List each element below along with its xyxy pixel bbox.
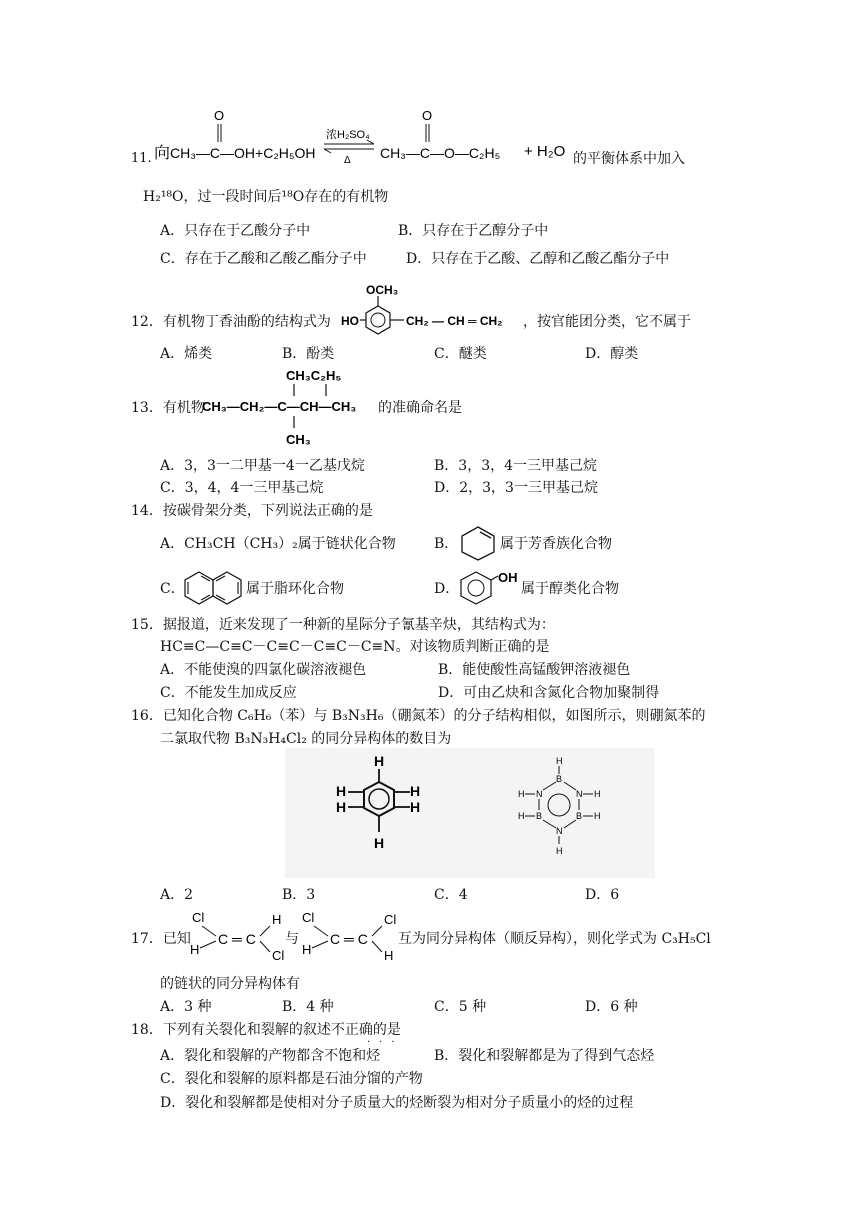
option-c-label: C． xyxy=(160,581,185,597)
svg-text:H: H xyxy=(556,846,563,856)
svg-text:C ═ C: C ═ C xyxy=(330,931,368,947)
option-c[interactable]: C．4 xyxy=(434,887,468,903)
svg-text:B: B xyxy=(576,811,583,821)
emphasis-dots: ··· xyxy=(367,1037,404,1048)
svg-text:H: H xyxy=(374,753,385,769)
question-stem: 的平衡体系中加入 xyxy=(573,151,685,167)
option-d[interactable]: D．裂化和裂解都是使相对分子质量大的烃断裂为相对分子质量小的烃的过程 xyxy=(160,1095,634,1111)
option-d[interactable]: D．2，3，3一三甲基己烷 xyxy=(434,480,598,496)
svg-text:H: H xyxy=(302,942,312,957)
svg-text:H: H xyxy=(190,942,200,957)
cis-dichloroethene-structure xyxy=(300,908,410,968)
option-c[interactable]: C．醚类 xyxy=(434,346,487,362)
svg-text:Cl: Cl xyxy=(302,910,315,925)
phenol-icon xyxy=(458,570,520,606)
carbonyl-o-left: O xyxy=(214,108,225,123)
option-b[interactable]: B．3，3，4一三甲基己烷 xyxy=(434,458,598,474)
option-c[interactable]: C．3，4，4一三甲基己烷 xyxy=(160,480,324,496)
carbonyl-o-right: O xyxy=(422,108,433,123)
svg-text:H: H xyxy=(384,948,394,963)
option-b[interactable]: B．能使酸性高锰酸钾溶液褪色 xyxy=(438,662,631,678)
svg-text:B: B xyxy=(536,811,543,821)
option-d[interactable]: D．6 种 xyxy=(585,999,638,1015)
question-stem-line2: 二氯取代物 B₃N₃H₄Cl₂ 的同分异构体的数目为 xyxy=(160,731,452,747)
equation-right: CH₃—C—O—C₂H₅ xyxy=(380,145,501,161)
question-stem-tail: 互为同分异构体（顺反异构），则化学式为 C₃H₅Cl xyxy=(398,931,711,947)
option-d[interactable]: D．6 xyxy=(585,887,620,903)
svg-text:N: N xyxy=(536,789,543,799)
svg-text:Cl: Cl xyxy=(272,948,285,963)
question-stem-line2: H₂¹⁸O，过一段时间后¹⁸O存在的有机物 xyxy=(143,189,389,205)
svg-text:H: H xyxy=(272,912,282,927)
option-d-label: D． xyxy=(434,581,460,597)
svg-text:Cl: Cl xyxy=(192,910,205,925)
option-a[interactable]: A．烯类 xyxy=(160,346,213,362)
option-a[interactable]: A．3 种 xyxy=(160,999,212,1015)
option-c[interactable]: C．存在于乙酸和乙酸乙酯分子中 xyxy=(160,251,367,267)
question-stem: 17．已知 xyxy=(131,931,191,947)
svg-text:H: H xyxy=(518,811,525,821)
question-stem: 13．有机物 xyxy=(131,400,205,416)
svg-text:N: N xyxy=(556,826,563,836)
question-number: 11. xyxy=(131,151,152,166)
trans-dichloroethene-structure xyxy=(188,908,298,968)
option-b[interactable]: B．只存在于乙醇分子中 xyxy=(398,223,549,239)
hydroxyl-label: OH xyxy=(498,570,518,585)
question-stem: 16．已知化合物 C₆H₆（苯）与 B₃N₃H₆（硼氮苯）的分子结构相似，如图所示，则硼氮苯的 xyxy=(131,708,706,724)
question-stem: 14．按碳骨架分类，下列说法正确的是 xyxy=(131,503,373,519)
option-b[interactable]: B．酚类 xyxy=(282,346,335,362)
benzene-structure xyxy=(330,752,430,856)
option-a[interactable]: A．不能使溴的四氯化碳溶液褪色 xyxy=(160,662,367,678)
question-stem-tail: ，按官能团分类，它不属于 xyxy=(523,314,691,330)
svg-text:H: H xyxy=(594,789,601,799)
eugenol-structure xyxy=(340,280,530,336)
water-term: + H₂O xyxy=(524,143,566,160)
option-a[interactable]: A．3，3一二甲基一4一乙基戊烷 xyxy=(160,458,365,474)
top-substituents: CH₃C₂H₅ xyxy=(286,368,342,383)
heat-label: Δ xyxy=(344,155,351,166)
svg-text:H: H xyxy=(374,835,385,851)
hydroxyl-label: HO xyxy=(341,314,359,328)
svg-text:H: H xyxy=(336,783,347,799)
question-stem-tail: 的准确命名是 xyxy=(378,400,462,416)
option-a[interactable]: A．只存在于乙酸分子中 xyxy=(160,223,311,239)
main-chain: CH₃—CH₂—C—CH—CH₃ xyxy=(202,399,357,414)
svg-text:Cl: Cl xyxy=(384,912,397,927)
option-a[interactable]: A．裂化和裂解的产物都含不饱和烃 xyxy=(160,1048,381,1064)
option-c[interactable]: C．不能发生加成反应 xyxy=(160,685,297,701)
option-b[interactable]: B．3 xyxy=(282,887,316,903)
bottom-substituent: CH₃ xyxy=(286,432,311,447)
option-a[interactable]: A．2 xyxy=(160,887,194,903)
option-d[interactable]: D．可由乙炔和含氮化合物加聚制得 xyxy=(438,685,660,701)
alkane-structure xyxy=(202,366,392,450)
svg-text:N: N xyxy=(576,789,583,799)
option-b[interactable]: B．裂化和裂解都是为了得到气态烃 xyxy=(434,1048,655,1064)
borazine-structure xyxy=(512,752,612,860)
svg-text:H: H xyxy=(410,783,421,799)
question-stem-line2: 的链状的同分异构体有 xyxy=(160,976,300,992)
option-b[interactable]: B．4 种 xyxy=(282,999,334,1015)
option-d[interactable]: D．只存在于乙酸、乙醇和乙酸乙酯分子中 xyxy=(406,251,670,267)
prefix-text: 向 xyxy=(154,145,171,162)
and-text: 与 xyxy=(285,931,299,947)
option-b-text: 属于芳香族化合物 xyxy=(500,536,612,552)
option-d-text: 属于醇类化合物 xyxy=(521,581,619,597)
option-c[interactable]: C．5 种 xyxy=(434,999,487,1015)
methoxy-label: OCH₃ xyxy=(366,283,399,297)
option-d[interactable]: D．醇类 xyxy=(585,346,639,362)
svg-text:B: B xyxy=(556,774,563,784)
svg-text:C ═ C: C ═ C xyxy=(218,931,256,947)
svg-text:H: H xyxy=(556,756,563,766)
esterification-equation xyxy=(150,104,610,168)
svg-text:H: H xyxy=(594,811,601,821)
option-c-text: 属于脂环化合物 xyxy=(246,581,344,597)
naphthalene-icon xyxy=(184,570,244,606)
structure-formula: HC≡C—C≡C－C≡C－C≡C－C≡N。对该物质判断正确的是 xyxy=(160,639,550,655)
option-a[interactable]: A．CH₃CH（CH₃）₂属于链状化合物 xyxy=(160,536,396,552)
question-stem: 12．有机物丁香油酚的结构式为 xyxy=(131,314,331,330)
svg-text:H: H xyxy=(336,799,347,815)
equation-left: CH₃—C—OH+C₂H₅OH xyxy=(170,145,316,161)
catalyst-label: 浓H₂SO₄ xyxy=(326,129,370,141)
cyclohexene-icon xyxy=(458,525,498,561)
svg-text:H: H xyxy=(518,789,525,799)
svg-text:H: H xyxy=(410,799,421,815)
benzene-ring-icon xyxy=(366,306,390,334)
question-stem: 18．下列有关裂化和裂解的叙述不正确的是 xyxy=(131,1022,401,1038)
question-stem: 15．据报道，近来发现了一种新的星际分子氰基辛炔，其结构式为： xyxy=(131,617,555,633)
option-c[interactable]: C．裂化和裂解的原料都是石油分馏的产物 xyxy=(160,1071,423,1087)
option-b-label: B． xyxy=(434,536,459,552)
allyl-chain: CH₂ — CH ═ CH₂ xyxy=(406,314,503,328)
